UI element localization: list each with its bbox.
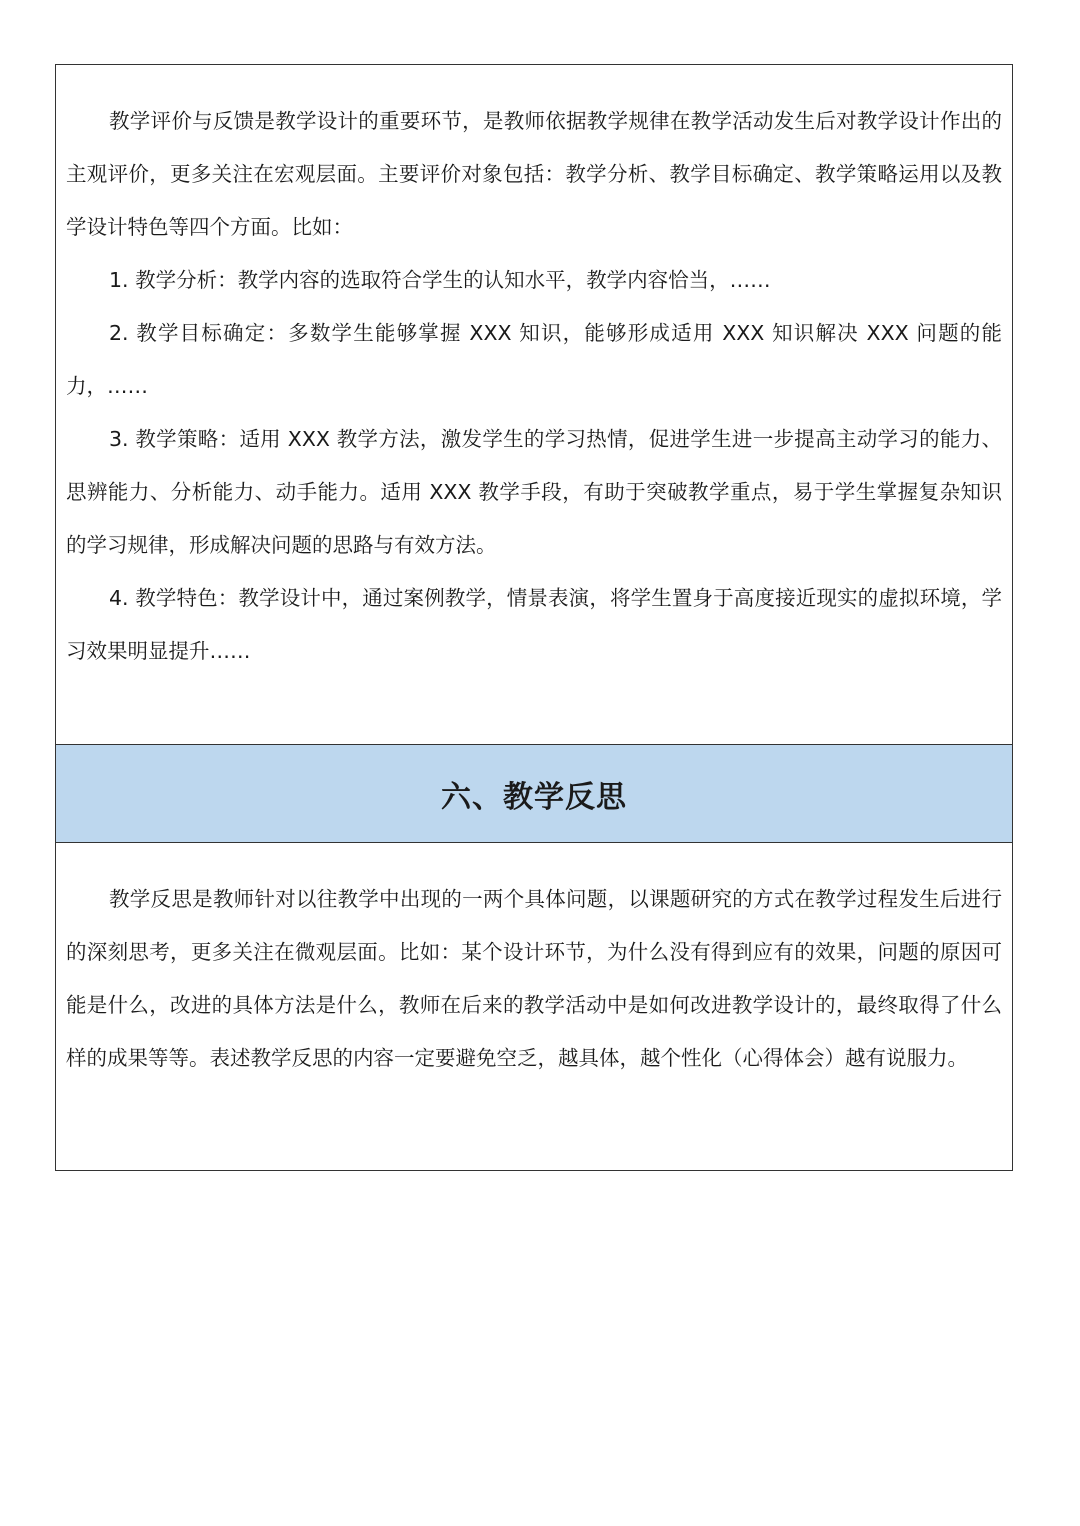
evaluation-item-objectives: 2. 教学目标确定：多数学生能够掌握 XXX 知识，能够形成适用 XXX 知识解决 XXX 问题的能力，…… (66, 321, 1002, 398)
reflection-body: 教学反思是教师针对以往教学中出现的一两个具体问题，以课题研究的方式在教学过程发生后进行的深刻思考，更多关注在微观层面。比如：某个设计环节，为什么没有得到应有的效果，问题的原因可能是什么，改进的具体方法是什么，教师在后来的教学活动中是如何改进教学设计的，最终取得了什么样的成果等等。表述教学反思的内容一定要避免空乏，越具体，越个性化（心得体会）越有说服力。 (66, 887, 1002, 1070)
evaluation-intro: 教学评价与反馈是教学设计的重要环节，是教师依据教学规律在教学活动发生后对教学设计作出的主观评价，更多关注在宏观层面。主要评价对象包括：教学分析、教学目标确定、教学策略运用以及教学设计特色等四个方面。比如： (66, 109, 1002, 239)
section-header (56, 745, 1012, 843)
evaluation-item-strategy: 3. 教学策略：适用 XXX 教学方法，激发学生的学习热情，促进学生进一步提高主动学习的能力、思辨能力、分析能力、动手能力。适用 XXX 教学手段，有助于突破教学重点，易于学生掌握复杂知识的学习规律，形成解决问题的思路与有效方法。 (66, 427, 1002, 557)
reflection-cell (56, 843, 1012, 1170)
evaluation-item-analysis: 1. 教学分析：教学内容的选取符合学生的认知水平，教学内容恰当，…… (109, 268, 771, 292)
document-table (55, 64, 1013, 1171)
evaluation-item-features: 4. 教学特色：教学设计中，通过案例教学，情景表演，将学生置身于高度接近现实的虚拟环境，学习效果明显提升…… (66, 586, 1002, 663)
evaluation-cell (56, 65, 1012, 745)
section-title: 六、教学反思 (441, 779, 627, 815)
